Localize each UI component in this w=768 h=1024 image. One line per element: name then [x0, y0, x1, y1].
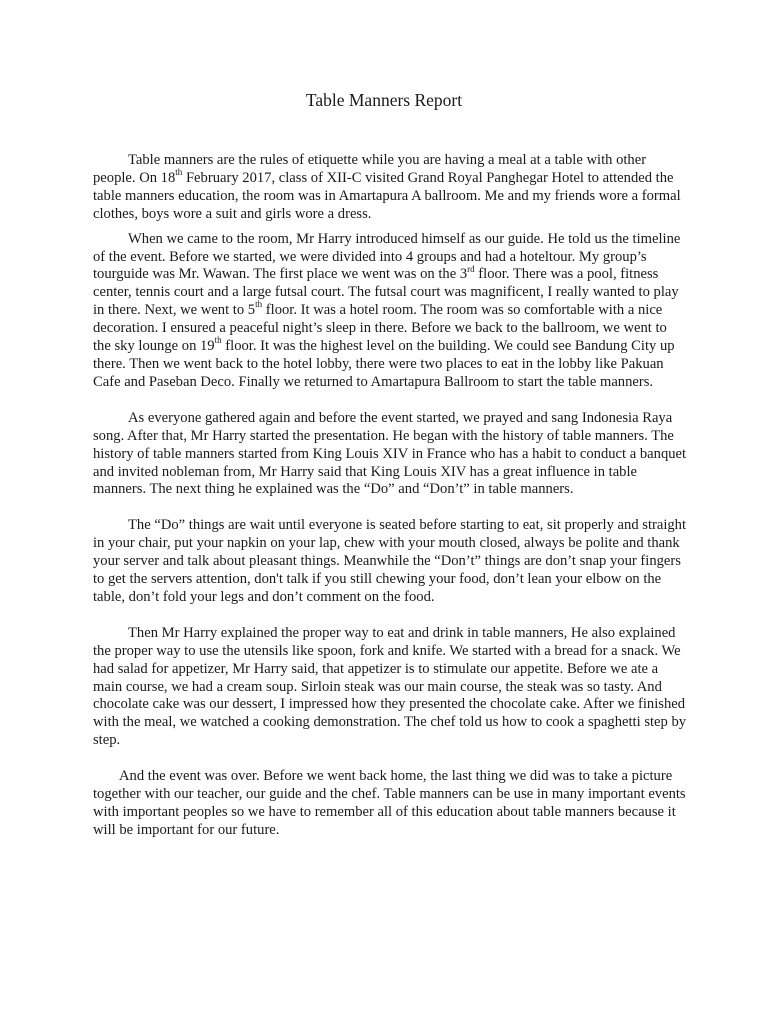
document-title: Table Manners Report — [305, 90, 463, 110]
ordinal-superscript: th — [175, 167, 183, 178]
paragraph-text: floor. It was the highest level on the building. We could see Bandung City up there. Then we went back to the hotel lobby, there were two places to eat in the lobby like Pakuan Cafe and Paseban Deco. Finally we returned to Amartapura Ballroom to start the table manners. — [93, 338, 675, 390]
paragraph-text: Then Mr Harry explained the proper way to eat and drink in table manners, He also explained the proper way to use the utensils like spoon, fork and knife. We started with a bread for a snack. We had salad for appetizer, Mr Harry said, that appetizer is to stimulate our appetite. Before we ate a main course, we had a cream soup. Sirloin steak was our main course, the steak was so tasty. And chocolate cake was our dessert, I impressed how they presented the chocolate cake. After we finished with the meal, we watched a cooking demonstration. The chef told us how to cook a spaghetti step by step. — [93, 624, 687, 749]
document-body — [93, 152, 688, 858]
paragraph-text: Table manners are the rules of etiquette while you are having a meal at a table with other people. On 18 — [93, 152, 647, 186]
paragraph-intro — [93, 152, 688, 224]
paragraph-meal — [93, 625, 688, 750]
paragraph-presentation — [93, 410, 688, 500]
paragraph-hotel-tour — [93, 231, 688, 392]
ordinal-superscript: rd — [467, 263, 475, 274]
paragraph-text: And the event was over. Before we went back home, the last thing we did was to take a picture together with our teacher, our guide and the chef. Table manners can be use in many important events with important peoples so we have to remember all of this education about table manners because it will be important for our future. — [93, 768, 686, 838]
paragraph-text: The “Do” things are wait until everyone is seated before starting to eat, sit properly and straight in your chair, put your napkin on your lap, chew with your mouth closed, always be polite and thank your server and talk about pleasant things. Meanwhile the “Don’t” things are don’t snap your fingers to get the servers attention, don't talk if you still chewing your food, don’t lean your elbow on the table, don’t fold your legs and don’t comment on the food. — [93, 517, 687, 605]
ordinal-superscript: th — [255, 299, 263, 310]
paragraph-text: floor. There was a pool, fitness center, tennis court and a large futsal court. The futsal court was magnificent, I really wanted to play in there. Next, we went to 5 — [93, 266, 679, 319]
paragraph-text: As everyone gathered again and before the event started, we prayed and sang Indonesia Raya song. After that, Mr Harry started the presentation. He began with the history of table manners. The history of table manners started from King Louis XIV in France who has a habit to conduct a banquet and invited nobleman from, Mr Harry said that King Louis XIV has a great influence in table manners. The next thing he explained was the “Do” and “Don’t” in table manners. — [93, 409, 687, 498]
ordinal-superscript: th — [214, 335, 222, 346]
paragraph-conclusion — [93, 768, 688, 840]
paragraph-text: floor. It was a hotel room. The room was so comfortable with a nice decoration. I ensured a peaceful night’s sleep in there. Before we back to the ballroom, we went to the sky lounge on 19 — [93, 302, 667, 355]
paragraph-text: When we came to the room, Mr Harry introduced himself as our guide. He told us the timeline of the event. Before we started, we were divided into 4 groups and had a hoteltour. My group’s tourguide was Mr. Wawan. The first place we went was on the 3 — [93, 230, 681, 283]
paragraph-do-dont — [93, 517, 688, 607]
paragraph-text: February 2017, class of XII-C visited Grand Royal Panghegar Hotel to attended the table manners education, the room was in Amartapura A ballroom. Me and my friends wore a formal clothes, boys wore a suit and girls wore a dress. — [93, 169, 681, 222]
